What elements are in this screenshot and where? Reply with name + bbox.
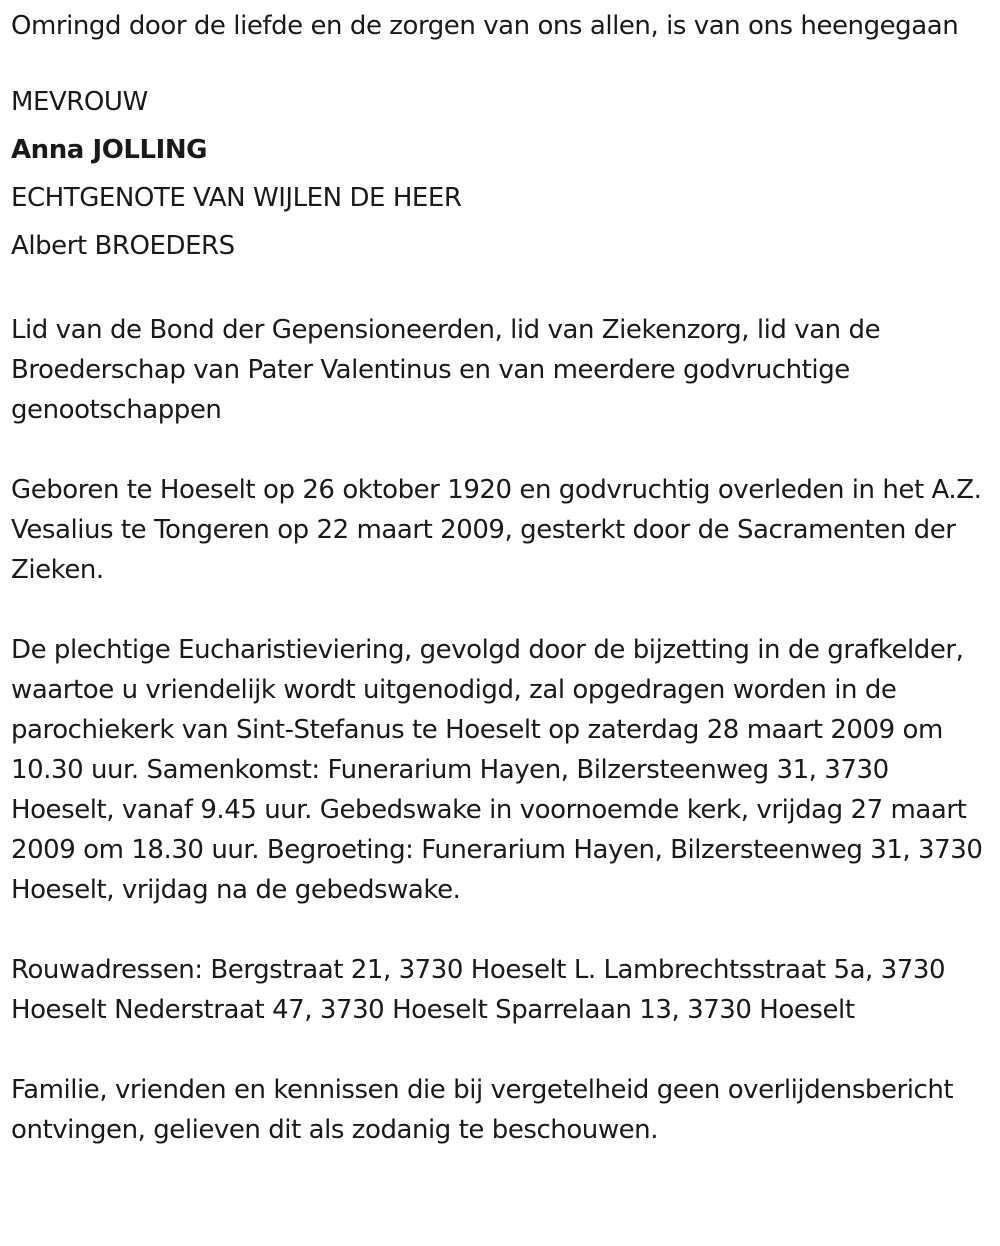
deceased-name: Anna JOLLING (11, 135, 208, 165)
addresses-paragraph: Rouwadressen: Bergstraat 21, 3730 Hoeselt L. Lambrechtsstraat 5a, 3730 Hoeselt Nederstraat 47, 3730 Hoeselt Sparrelaan 13, 3730 Hoeselt (11, 955, 946, 1025)
birth-death-paragraph: Geboren te Hoeselt op 26 oktober 1920 en godvruchtig overleden in het A.Z. Vesalius te Tongeren op 22 maart 2009, gesterkt door de Sacramenten der Zieken. (11, 475, 982, 585)
spouse-name: Albert BROEDERS (11, 231, 235, 261)
intro-text: Omringd door de liefde en de zorgen van ons allen, is van ons heengegaan (11, 11, 959, 41)
closing-paragraph: Familie, vrienden en kennissen die bij vergetelheid geen overlijdensbericht ontvingen, gelieven dit als zodanig te beschouwen. (11, 1075, 954, 1145)
spouse-label: ECHTGENOTE VAN WIJLEN DE HEER (11, 183, 462, 213)
memberships-paragraph: Lid van de Bond der Gepensioneerden, lid van Ziekenzorg, lid van de Broederschap van Pater Valentinus en van meerdere godvruchtige genootschappen (11, 315, 881, 425)
ceremony-paragraph: De plechtige Eucharistieviering, gevolgd door de bijzetting in de grafkelder, waartoe u vriendelijk wordt uitgenodigd, zal opgedragen worden in de parochiekerk van Sint-Stefanus te Hoeselt op zaterdag 28 maart 2009 om 10.30 uur. Samenkomst: Funerarium Hayen, Bilzersteenweg 31, 3730 Hoeselt, vanaf 9.45 uur. Gebedswake in voornoemde kerk, vrijdag 27 maart 2009 om 18.30 uur. Begroeting: Funerarium Hayen, Bilzersteenweg 31, 3730 Hoeselt, vrijdag na de gebedswake. (11, 635, 983, 905)
title-line: MEVROUW (11, 87, 148, 117)
